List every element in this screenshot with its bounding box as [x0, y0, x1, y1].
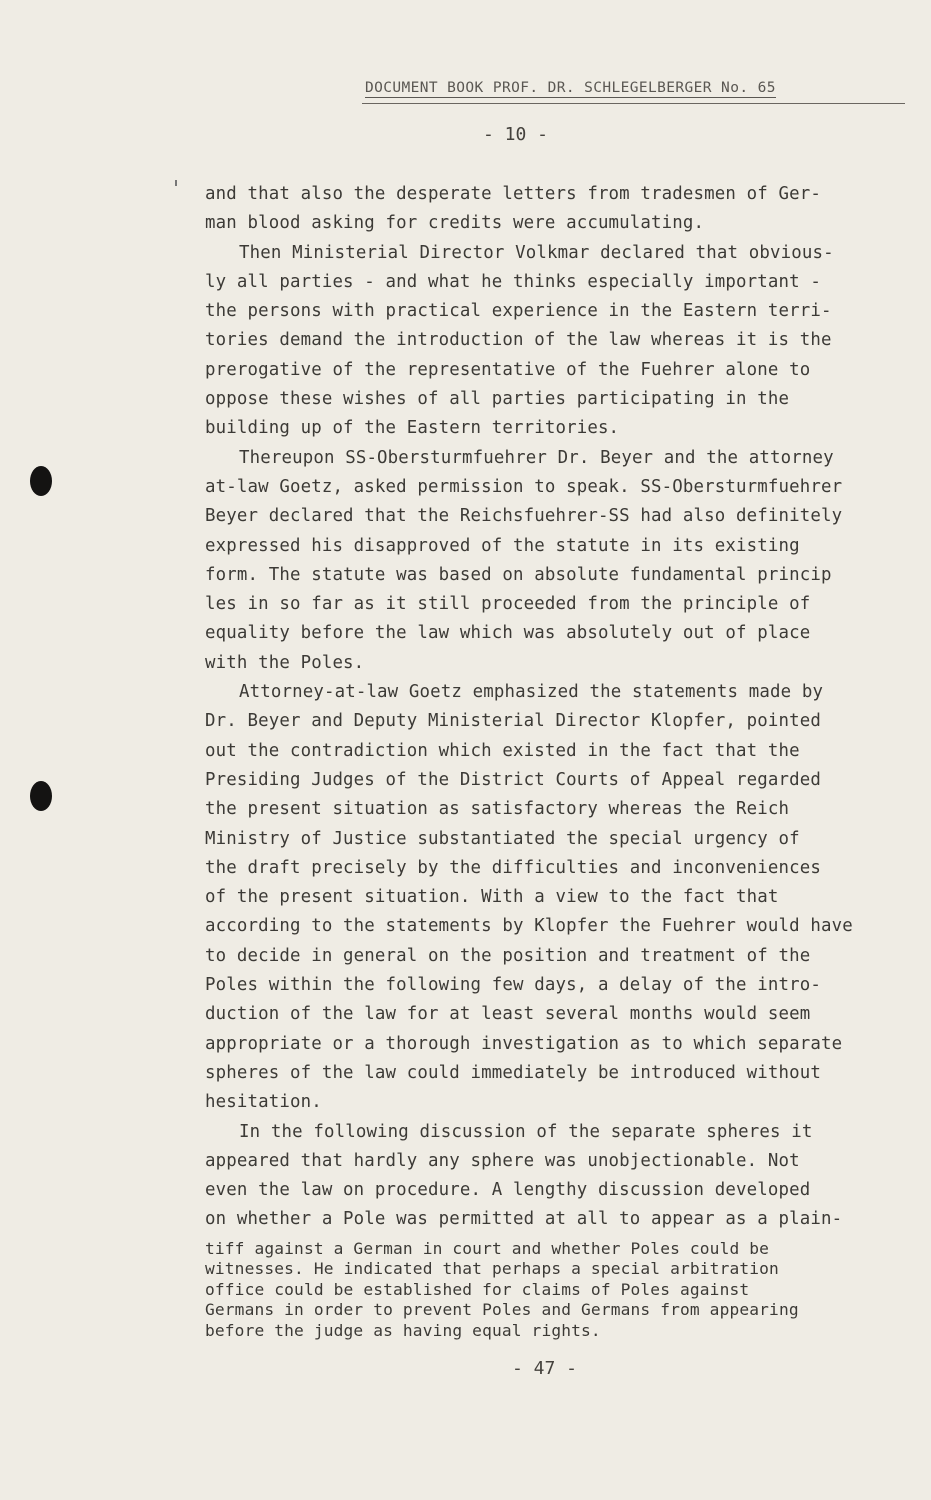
- text-line: of the present situation. With a view to the fact that: [205, 887, 779, 908]
- header-rule: [362, 103, 905, 104]
- paragraph-5-continuation: [205, 1239, 905, 1342]
- text-line: and that also the desperate letters from tradesmen of Ger-: [205, 184, 821, 204]
- text-line: Then Ministerial Director Volkmar declared that obvious-: [239, 242, 834, 263]
- document-header: DOCUMENT BOOK PROF. DR. SCHLEGELBERGER No. 65: [365, 80, 776, 96]
- text-line: tiff against a German in court and whether Poles could be: [205, 1238, 770, 1258]
- text-line: the present situation as satisfactory whereas the Reich: [205, 799, 790, 820]
- text-line: ly all parties - and what he thinks especially important -: [205, 271, 821, 292]
- text-line: spheres of the law could immediately be introduced without: [205, 1062, 821, 1083]
- text-line: prerogative of the representative of the Fuehrer alone to: [205, 359, 811, 380]
- text-line: tories demand the introduction of the law whereas it is the: [205, 330, 832, 351]
- text-line: witnesses. He indicated that perhaps a special arbitration: [205, 1259, 779, 1279]
- text-line: building up of the Eastern territories.: [205, 418, 620, 439]
- paragraph-3: [205, 444, 905, 678]
- text-line: les in so far as it still proceeded from the principle of: [205, 594, 811, 615]
- text-line: Attorney-at-law Goetz emphasized the statements made by: [239, 682, 824, 703]
- text-line: equality before the law which was absolutely out of place: [205, 623, 811, 644]
- punch-hole: [30, 466, 52, 496]
- text-line: man blood asking for credits were accumulating.: [205, 213, 705, 234]
- text-line: to decide in general on the position and treatment of the: [205, 945, 811, 966]
- text-line: In the following discussion of the separate spheres it: [239, 1121, 813, 1142]
- paragraph-2: [205, 239, 905, 444]
- text-line: even the law on procedure. A lengthy discussion developed: [205, 1180, 811, 1201]
- text-line: Dr. Beyer and Deputy Ministerial Director Klopfer, pointed: [205, 711, 821, 732]
- text-line: Presiding Judges of the District Courts of Appeal regarded: [205, 769, 821, 790]
- text-line: Beyer declared that the Reichsfuehrer-SS had also definitely: [205, 506, 843, 527]
- text-line: Germans in order to prevent Poles and Germans from appearing: [205, 1300, 799, 1320]
- text-line: form. The statute was based on absolute fundamental princip: [205, 564, 832, 585]
- paragraph-5: [205, 1118, 905, 1235]
- text-line: duction of the law for at least several months would seem: [205, 1004, 811, 1025]
- text-line: appropriate or a thorough investigation as to which separate: [205, 1033, 843, 1054]
- text-line: on whether a Pole was permitted at all to appear as a plain-: [205, 1209, 843, 1230]
- text-line: out the contradiction which existed in the fact that the: [205, 740, 800, 761]
- punch-hole: [30, 781, 52, 811]
- text-line: oppose these wishes of all parties participating in the: [205, 389, 790, 410]
- page-number-top: - 10 -: [483, 124, 549, 145]
- text-line: appeared that hardly any sphere was unobjectionable. Not: [205, 1150, 800, 1171]
- text-line: according to the statements by Klopfer the Fuehrer would have: [205, 916, 853, 937]
- text-line: Poles within the following few days, a delay of the intro-: [205, 975, 821, 996]
- text-line: at-law Goetz, asked permission to speak. SS-Obersturmfuehrer: [205, 476, 843, 497]
- stray-mark: [175, 180, 177, 186]
- text-line: Thereupon SS-Obersturmfuehrer Dr. Beyer and the attorney: [239, 447, 834, 468]
- text-line: the persons with practical experience in the Eastern terri-: [205, 301, 832, 322]
- text-line: expressed his disapproved of the statute in its existing: [205, 535, 800, 556]
- text-line: Ministry of Justice substantiated the special urgency of: [205, 828, 800, 849]
- page-number-bottom: - 47 -: [512, 1358, 578, 1379]
- text-line: with the Poles.: [205, 652, 365, 673]
- text-line: hesitation.: [205, 1092, 322, 1113]
- text-line: before the judge as having equal rights.: [205, 1320, 601, 1340]
- text-line: the draft precisely by the difficulties and inconveniences: [205, 857, 821, 878]
- body-text: [205, 180, 905, 1341]
- text-line: office could be established for claims of Poles against: [205, 1279, 750, 1299]
- paragraph-4: [205, 678, 905, 1117]
- paragraph-1: [205, 180, 905, 239]
